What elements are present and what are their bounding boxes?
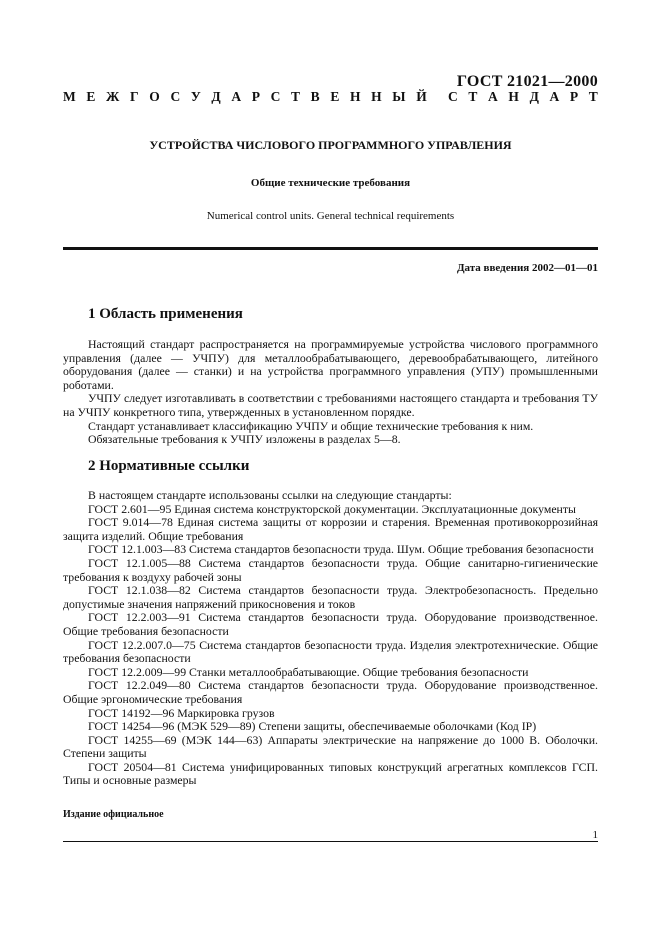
banner-letter: Т (291, 89, 301, 104)
reference-item: ГОСТ 12.2.007.0—75 Система стандартов безопасности труда. Изделия электротехнические. Общие требования безопасности (63, 637, 598, 666)
reference-item: ГОСТ 20504—81 Система унифицированных типовых конструкций агрегатных комплексов ГСП. Типы и основные размеры (63, 759, 598, 788)
document-subtitle: Общие технические требования (250, 177, 411, 189)
banner-letter: Е (86, 89, 96, 104)
english-title: Numerical control units. General technical requirements (206, 210, 455, 222)
banner-letter: Ы (392, 89, 406, 104)
banner-letter: Н (508, 89, 519, 104)
paragraph: Стандарт устанавливает классификацию УЧПУ и общие технические требования к ним. (88, 418, 534, 433)
reference-item: ГОСТ 12.2.049—80 Система стандартов безопасности труда. Оборудование производственное. Общие эргономические требования (63, 678, 598, 706)
reference-item: ГОСТ 14192—96 Маркировка грузов (88, 705, 275, 720)
banner-letter: М (63, 89, 76, 104)
reference-item: ГОСТ 14254—96 (МЭК 529—89) Степени защиты, обеспечиваемые оболочками (Код IP) (88, 719, 537, 734)
effective-date: Дата введения 2002—01—01 (456, 262, 598, 274)
paragraph: В настоящем стандарте использованы ссылки на следующие стандарты: (88, 488, 452, 502)
banner-letter: А (549, 89, 560, 104)
reference-item: ГОСТ 12.1.003—83 Система стандартов безопасности труда. Шум. Общие требования безопасности (88, 542, 594, 557)
banner-letter: Н (371, 89, 382, 104)
banner-letter: Г (130, 89, 139, 104)
banner-letter: У (190, 89, 201, 104)
banner-letter: А (488, 89, 498, 104)
section-2-heading: 2 Нормативные ссылки (88, 458, 250, 474)
reference-item: ГОСТ 12.1.005—88 Система стандартов безопасности труда. Общие санитарно-гигиенические требования к воздуху рабочей зоны (63, 555, 598, 584)
section-1-body (63, 338, 598, 447)
banner-letter: Д (529, 89, 539, 104)
interstate-standard-banner (63, 89, 598, 105)
paragraph: УЧПУ следует изготавливать в соответствии с требованиями настоящего стандарта и требования ТУ на УЧПУ конкретного типа, утвержденных в установленном порядке. (63, 391, 598, 419)
banner-letter: Р (251, 89, 260, 104)
reference-item: ГОСТ 14255—69 (МЭК 144—63) Аппараты электрические на напряжение до 1000 В. Оболочки. Степени защиты (63, 732, 598, 761)
reference-item: ГОСТ 12.1.038—82 Система стандартов безопасности труда. Электробезопасность. Предельно допустимые значения напряжений прикосновения и токов (63, 583, 598, 611)
footer-divider (63, 841, 598, 842)
section-1-heading: 1 Область применения (88, 306, 243, 322)
paragraph: Обязательные требования к УЧПУ изложены в разделах 5—8. (88, 432, 401, 447)
official-edition-note: Издание официальное (63, 809, 164, 820)
section-2-body (63, 489, 598, 788)
reference-item: ГОСТ 12.2.009—99 Станки металлообрабатывающие. Общие требования безопасности (88, 664, 529, 679)
paragraph: Настоящий стандарт распространяется на программируемые устройства числового программного управления (далее — УЧПУ) для металлообрабатывающего, деревообрабатывающего, литейного оборудования (далее — станки) и на устройства программного управления (УПУ) промышленными роботами. (63, 337, 598, 392)
title-divider (63, 247, 598, 250)
banner-letter: Ж (106, 89, 120, 104)
banner-letter: О (149, 89, 160, 104)
banner-letter: Т (468, 89, 478, 104)
banner-letter: Й (416, 89, 427, 104)
reference-item: ГОСТ 2.601—95 Единая система конструкторской документации. Эксплуатационные документы (88, 501, 576, 516)
banner-letter: С (170, 89, 181, 104)
banner-letter: Д (211, 89, 221, 104)
banner-letter: В (310, 89, 320, 104)
banner-letter: Т (588, 89, 598, 104)
reference-item: ГОСТ 9.014—78 Единая система защиты от коррозии и старения. Временная противокоррозийная защита изделий. Общие требования (63, 515, 598, 543)
reference-item: ГОСТ 12.2.003—91 Система стандартов безопасности труда. Оборудование производственное. Общие требования безопасности (63, 610, 598, 638)
document-code: ГОСТ 21021—2000 (456, 73, 598, 90)
banner-letter: Р (569, 89, 579, 104)
banner-letter: Е (330, 89, 340, 104)
banner-letter: С (270, 89, 281, 104)
banner-letter: А (231, 89, 242, 104)
banner-letter: Н (349, 89, 361, 104)
banner-letter: С (447, 89, 458, 104)
page-number: 1 (592, 829, 598, 841)
document-title: УСТРОЙСТВА ЧИСЛОВОГО ПРОГРАММНОГО УПРАВЛЕНИЯ (149, 138, 512, 152)
